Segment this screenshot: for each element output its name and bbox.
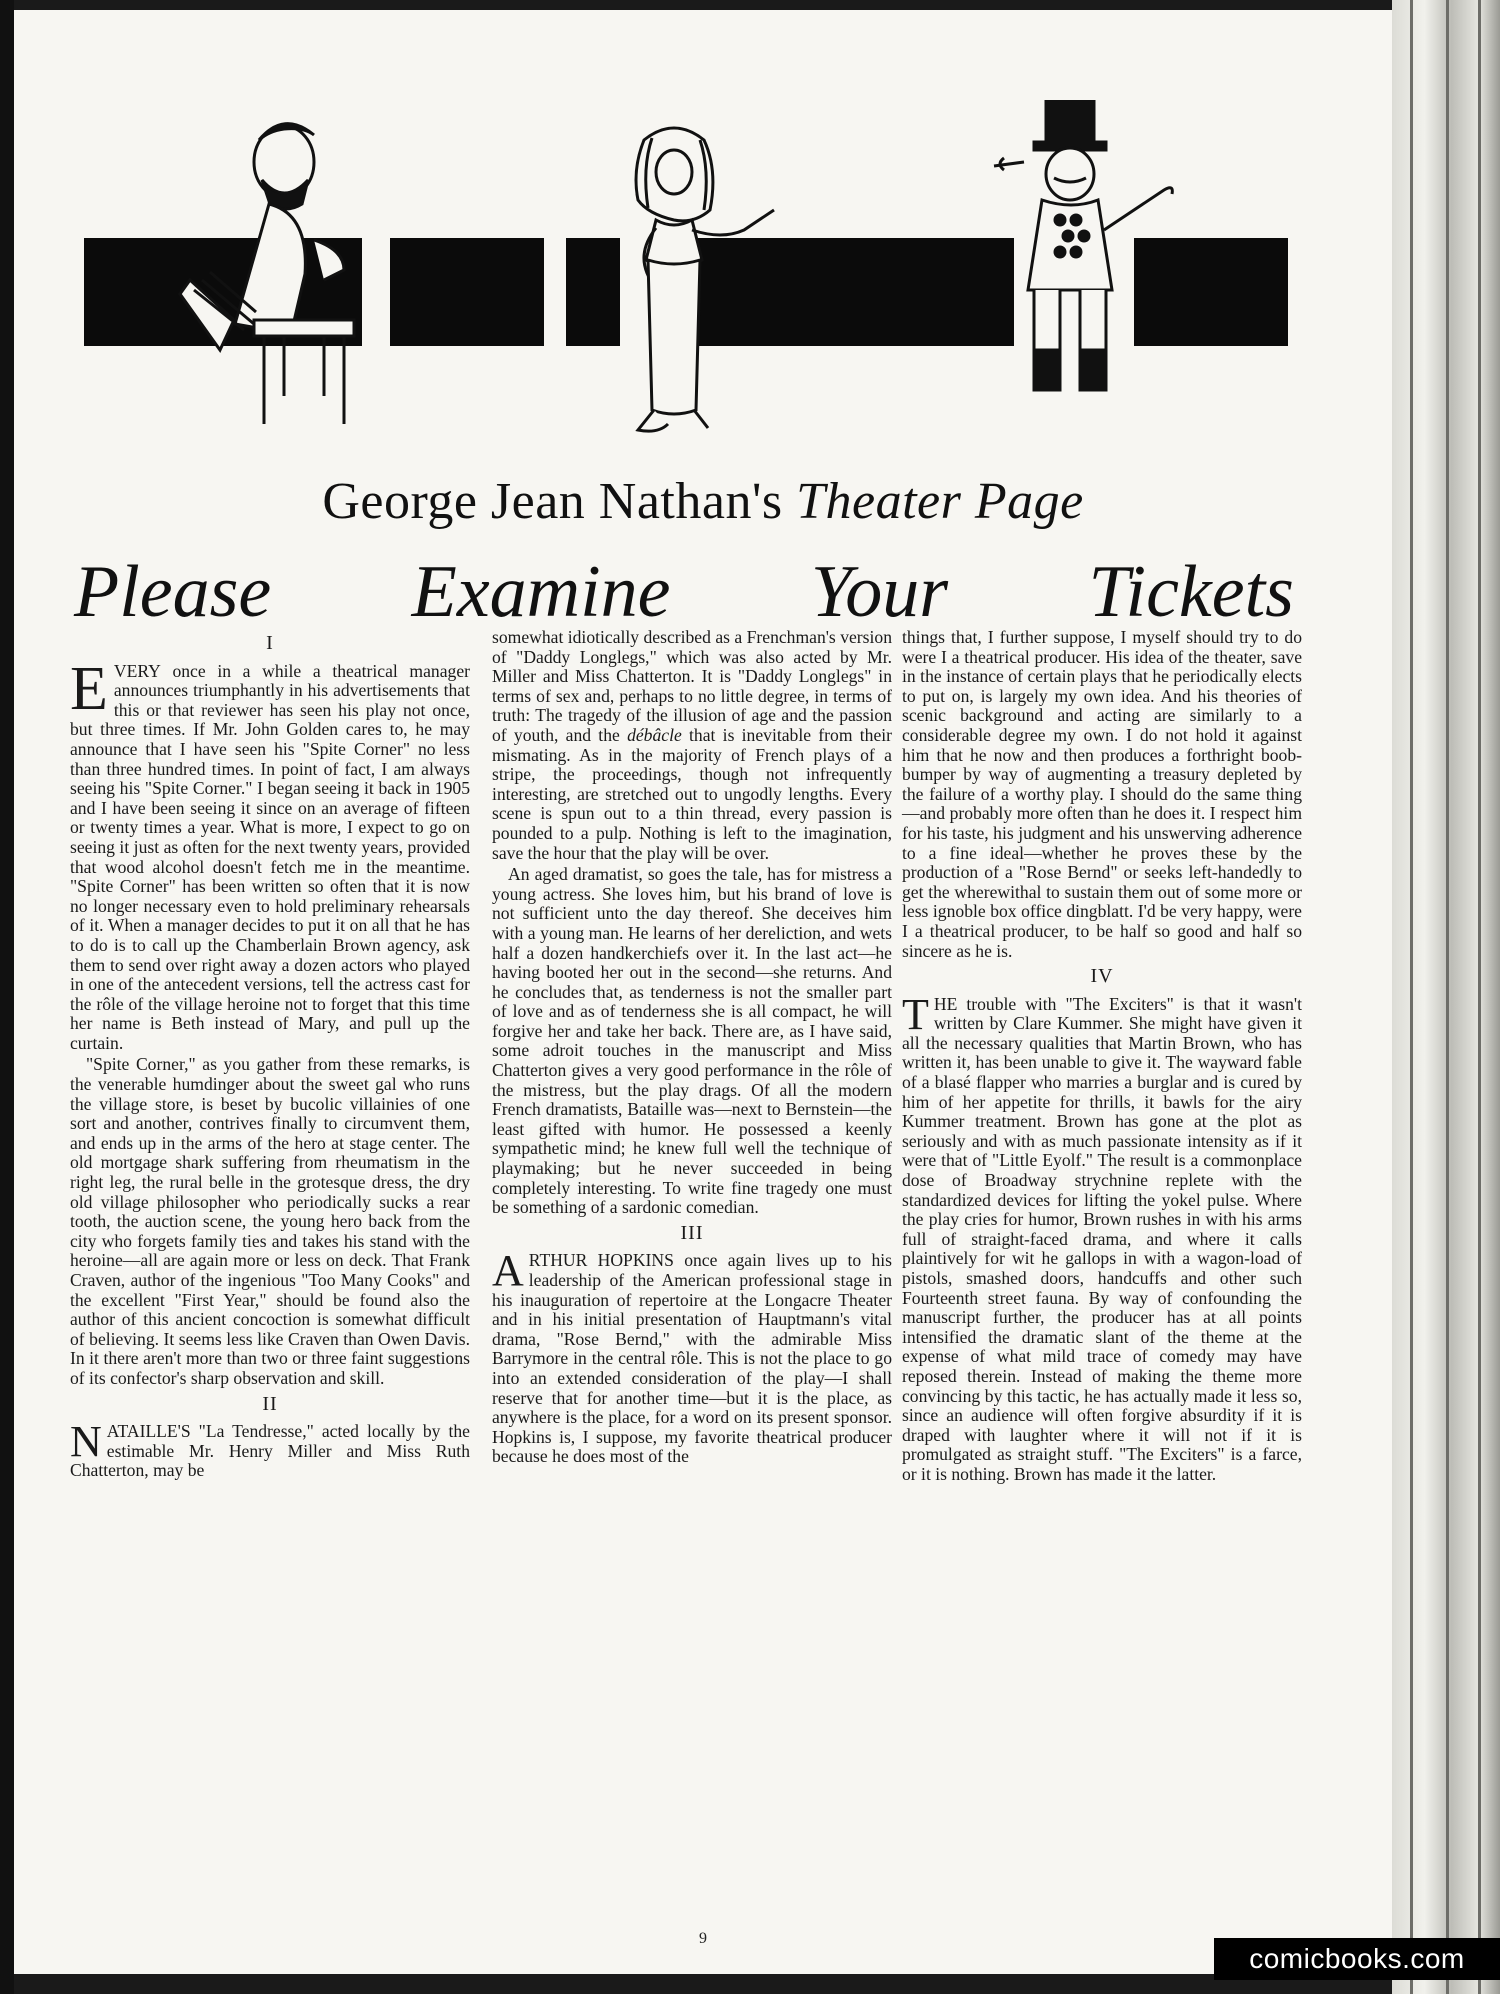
paragraph: An aged dramatist, so goes the tale, has for mistress a young actress. She loves him, but his brand of love is not sufficient unto the day thereof. She deceives him with a young man. He learns of her dereliction, and wets half a dozen handkerchiefs over it. In the last act—he having booted her out in the second—she returns. And he concludes that, as tenderness is not the smaller part of love and as of tenderness she is all compact, he will forgive her and take her back. There are, as I have said, some adroit touches in the manuscript and Miss Chatterton gives a very good performance in the rôle of the mistress, but the play drags. Of all the modern French dramatists, Bataille was—next to Bernstein—the least gifted with humor. He possessed a keenly sympathetic mind; he knew full well the technique of playmaking; but he never succeeded in being completely interesting. To write fine tragedy one must be something of a sardonic comedian. [492, 864, 892, 1218]
column-title [14, 472, 1392, 531]
text-column-3 [902, 628, 1302, 1487]
drop-cap: N [70, 1417, 102, 1467]
paragraph: things that, I further suppose, I myself should try to do were I a theatrical producer. His idea of the theater, save in the instance of certain plays that he periodically elects to put on, is largely my own idea. And his theories of scenic background and acting are similarly to a considerable degree my own. I do not hold it against him that he now and then produces a forthright boob-bumper by way of augmenting a treasury depleted by the failure of a worthy play. I should do the same thing—and probably more often than he does it. I respect him for his taste, his judgment and his unswerving adherence to a fine ideal—whether he proves these by the production of a "Rose Bernd" or seeks left-handedly to get the wherewithal to sustain them out of some more or less ignoble box office dingblatt. I'd be very happy, were I a theatrical producer, to be half so good and half so sincere as he is. [902, 627, 1302, 961]
paragraph: NATAILLE'S "La Tendresse," acted locally by the estimable Mr. Henry Miller and Miss Ruth Chatterton, may be [70, 1417, 470, 1481]
article-title [74, 550, 1294, 635]
article-title-word: Please [74, 551, 272, 633]
article-title-word: Tickets [1088, 551, 1294, 633]
page-number: 9 [699, 1930, 707, 1947]
section-numeral: I [266, 632, 274, 654]
author-title: George Jean Nathan's [322, 473, 797, 530]
paragraph: THE trouble with "The Exciters" is that it wasn't written by Clare Kummer. She might have given it all the necessary qualities that Martin Brown, who has written it, has been unable to give it. The wayward fable of a blasé flapper who marries a burglar and is cured by him of her appetite for thrills, it bawls for the airy Kummer treatment. Brown has gone at the plot as seriously and with as much passionate intensity as if it were that of "Little Eyolf." The result is a commonplace dose of Broadway strychnine replete with the standardized devices for lifting the yokel pulse. Where the play cries for humor, Brown rushes in with his arms full of straight-faced drama, and where it calls plaintively for wit he gallops in with a wagon-load of pistols, smashed doors, handcuffs and other such Fourteenth street fauna. By way of confounding the manuscript further, the producer has at all points intensified the dramatic slant of the theme at the expense of what mild trace of comedy may have reposed therein. Instead of making the theme more convincing by this tactic, he has actually made it less so, since an audience will often forgive absurdity if it is draped with laughter where it will not if it is promulgated as straight stuff. "The Exciters" is a farce, or it is nothing. Brown has made it the latter. [902, 989, 1302, 1484]
lead-in: VERY [113, 660, 161, 681]
paragraph: ARTHUR HOPKINS once again lives up to his leadership of the American professional stage in his inauguration of repertoire at the Longacre Theater and in his initial presentation of Hauptmann's vital drama, "Rose Bernd," with the admirable Miss Barrymore in the central rôle. This is not the place to go into an extended consideration of the play—I shall reserve that for another time—but it is the place, as anywhere is the place, for a word on its present sponsor. Hopkins is, I suppose, my favorite theatrical producer because he does most of the [492, 1246, 892, 1467]
section-numeral: III [680, 1221, 704, 1244]
drop-cap: A [492, 1246, 524, 1296]
article-title-word: Your [810, 551, 949, 633]
magazine-page [14, 10, 1392, 1974]
lead-in: ATAILLE'S [106, 1421, 191, 1442]
seated-man-illustration [164, 110, 404, 440]
drop-cap: T [902, 989, 929, 1039]
producer-illustration [964, 100, 1184, 440]
site-watermark: comicbooks.com [1214, 1938, 1500, 1980]
actress-illustration [574, 120, 794, 440]
paragraph: "Spite Corner," as you gather from these remarks, is the venerable humdinger about the sweet gal who runs the village store, is beset by bucolic villainies of one sort and another, contrives finally to circumvent them, and ends up in the arms of the hero at stage center. The old mortgage shark suffering from rheumatism in the right leg, the rural belle in the grotesque dress, the dry old village philosopher who periodically sucks a rear tooth, the auction scene, the young hero back from the city who forgets family ties and takes his stand with the heroine—all are again more or less on deck. That Frank Craven, author of the ingenious "Too Many Cooks" and the excellent "First Year," should be found also the author of this ancient concoction is somewhat difficult of believing. It seems less like Craven than Owen Davis. In it there aren't more than two or three faint suggestions of its confector's sharp observation and skill. [70, 1054, 470, 1388]
article-title-word: Examine [411, 551, 671, 633]
paragraph: EVERY once in a while a theatrical manager announces triumphantly in his advertisements that this or that reviewer has seen his play not once, but three times. If Mr. John Golden cares to, he may announce that I have seen his "Spite Corner" no less than three hundred times. In point of fact, I am always seeing his "Spite Corner." I began seeing it back in 1905 and I have been seeing it since on an average of fifteen or twenty times a year. What is more, I expect to go on seeing it just as often for the next twenty years, provided that wood alcohol doesn't fetch me in the meantime. "Spite Corner" has been written so often that it is now no longer necessary even to hold preliminary rehearsals of it. When a manager decides to put it on all that he has to do is to call up the Chamberlain Brown agency, ask them to send over right away a dozen actors who played in one of the antecedent versions, tell the actress cast for the rôle of the village heroine not to forget that this time her name is Beth instead of Mary, and pull up the curtain. [70, 654, 470, 1053]
section-numeral: IV [1090, 965, 1114, 988]
paragraph: somewhat idiotically described as a Frenchman's version of "Daddy Longlegs," which was also acted by Mr. Miller and Miss Chatterton. It is "Daddy Longlegs" in terms of sex and, perhaps to no little degree, in terms of truth: The tragedy of the illusion of age and the passion of youth, and the débâcle that is inevitable from their mismating. As in the majority of French plays of a stripe, the proceedings, though not infrequently interesting, are stretched out to ungodly lengths. Every scene is spun out to a thin thread, every passion is pounded to a pulp. Nothing is left to the imagination, save the hour that the play will be over. [492, 627, 892, 863]
theater-page-title: Theater Page [796, 473, 1084, 530]
drop-cap: E [70, 654, 108, 723]
section-numeral: II [262, 1392, 278, 1415]
lead-in: RTHUR HOPKINS [528, 1250, 674, 1271]
lead-in: HE [933, 993, 958, 1014]
scan-left-edge [0, 0, 14, 1994]
text-column-1 [70, 628, 470, 1483]
book-spine [1392, 0, 1500, 1994]
text-column-2 [492, 628, 892, 1469]
